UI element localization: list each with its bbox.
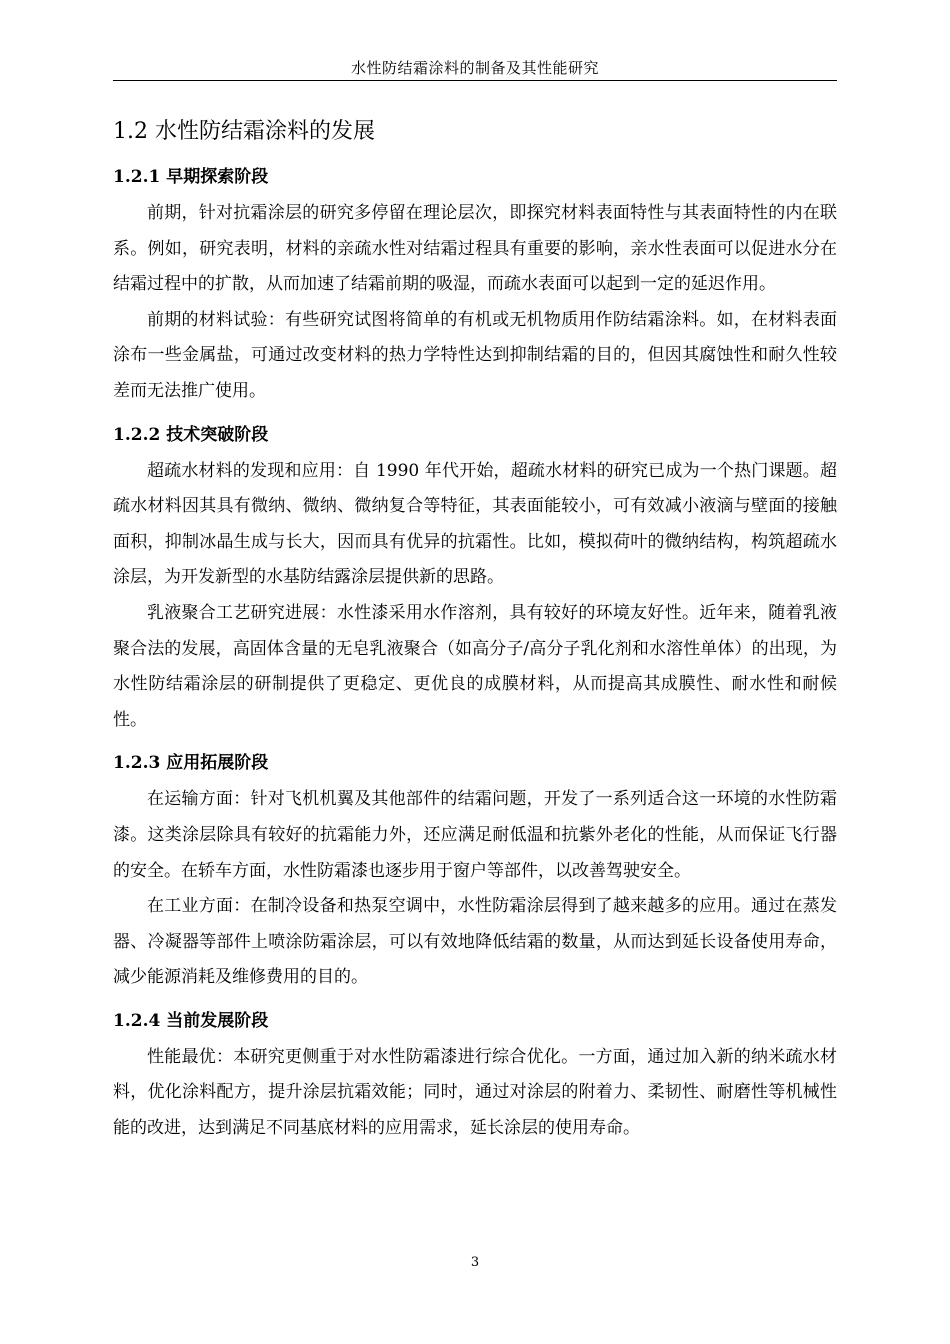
paragraph: 性能最优：本研究更侧重于对水性防霜漆进行综合优化。一方面，通过加入新的纳米疏水材料，优化涂料配方，提升涂层抗霜效能；同时，通过对涂层的附着力、柔韧性、耐磨性等机械性能的改进，达到满足不同基底材料的应用需求，延长涂层的使用寿命。 — [113, 1046, 837, 1139]
paragraph: 前期的材料试验：有些研究试图将简单的有机或无机物质用作防结霜涂料。如，在材料表面涂布一些金属盐，可通过改变材料的热力学特性达到抑制结霜的目的，但因其腐蚀性和耐久性较差而无法推广使用。 — [113, 309, 837, 401]
subsection-title-1-2-4: 1.2.4 当前发展阶段 — [113, 1010, 269, 1031]
header-rule — [113, 80, 837, 81]
subsection-title-1-2-2: 1.2.2 技术突破阶段 — [113, 424, 269, 445]
paragraph: 乳液聚合工艺研究进展：水性漆采用水作溶剂，具有较好的环境友好性。近年来，随着乳液聚合法的发展，高固体含量的无皂乳液聚合（如高分子/高分子乳化剂和水溶性单体）的出现，为水性防结霜涂层的研制提供了更稳定、更优良的成膜材料，从而提高其成膜性、耐水性和耐候性。 — [113, 602, 837, 730]
subsection-title-1-2-1: 1.2.1 早期探索阶段 — [113, 167, 269, 187]
paragraph: 在工业方面：在制冷设备和热泵空调中，水性防霜涂层得到了越来越多的应用。通过在蒸发器、冷凝器等部件上喷涂防霜涂层，可以有效地降低结霜的数量，从而达到延长设备使用寿命，减少能源消耗及维修费用的目的。 — [113, 896, 837, 988]
paragraph: 超疏水材料的发现和应用：自 1990 年代开始，超疏水材料的研究已成为一个热门课题。超疏水材料因其具有微纳、微纳、微纳复合等特征，其表面能较小，可有效减小液滴与壁面的接触面积，抑制冰晶生成与长大，因而具有优异的抗霜性。比如，模拟荷叶的微纳结构，构筑超疏水涂层，为开发新型的水基防结露涂层提供新的思路。 — [113, 460, 837, 588]
paragraph: 前期，针对抗霜涂层的研究多停留在理论层次，即探究材料表面特性与其表面特性的内在联系。例如，研究表明，材料的亲疏水性对结霜过程具有重要的影响，亲水性表面可以促进水分在结霜过程中的扩散，从而加速了结霜前期的吸湿，而疏水表面可以起到一定的延迟作用。 — [113, 203, 837, 295]
paragraph: 在运输方面：针对飞机机翼及其他部件的结霜问题，开发了一系列适合这一环境的水性防霜漆。这类涂层除具有较好的抗霜能力外，还应满足耐低温和抗紫外老化的性能，从而保证飞行器的安全。在轿车方面，水性防霜漆也逐步用于窗户等部件，以改善驾驶安全。 — [113, 789, 837, 881]
subsection-title-1-2-3: 1.2.3 应用拓展阶段 — [113, 753, 269, 774]
running-header: 水性防结霜涂料的制备及其性能研究 — [350, 59, 599, 77]
page-content — [113, 112, 837, 1147]
section-title: 1.2 水性防结霜涂料的发展 — [113, 119, 375, 144]
page-number: 3 — [470, 1255, 480, 1270]
